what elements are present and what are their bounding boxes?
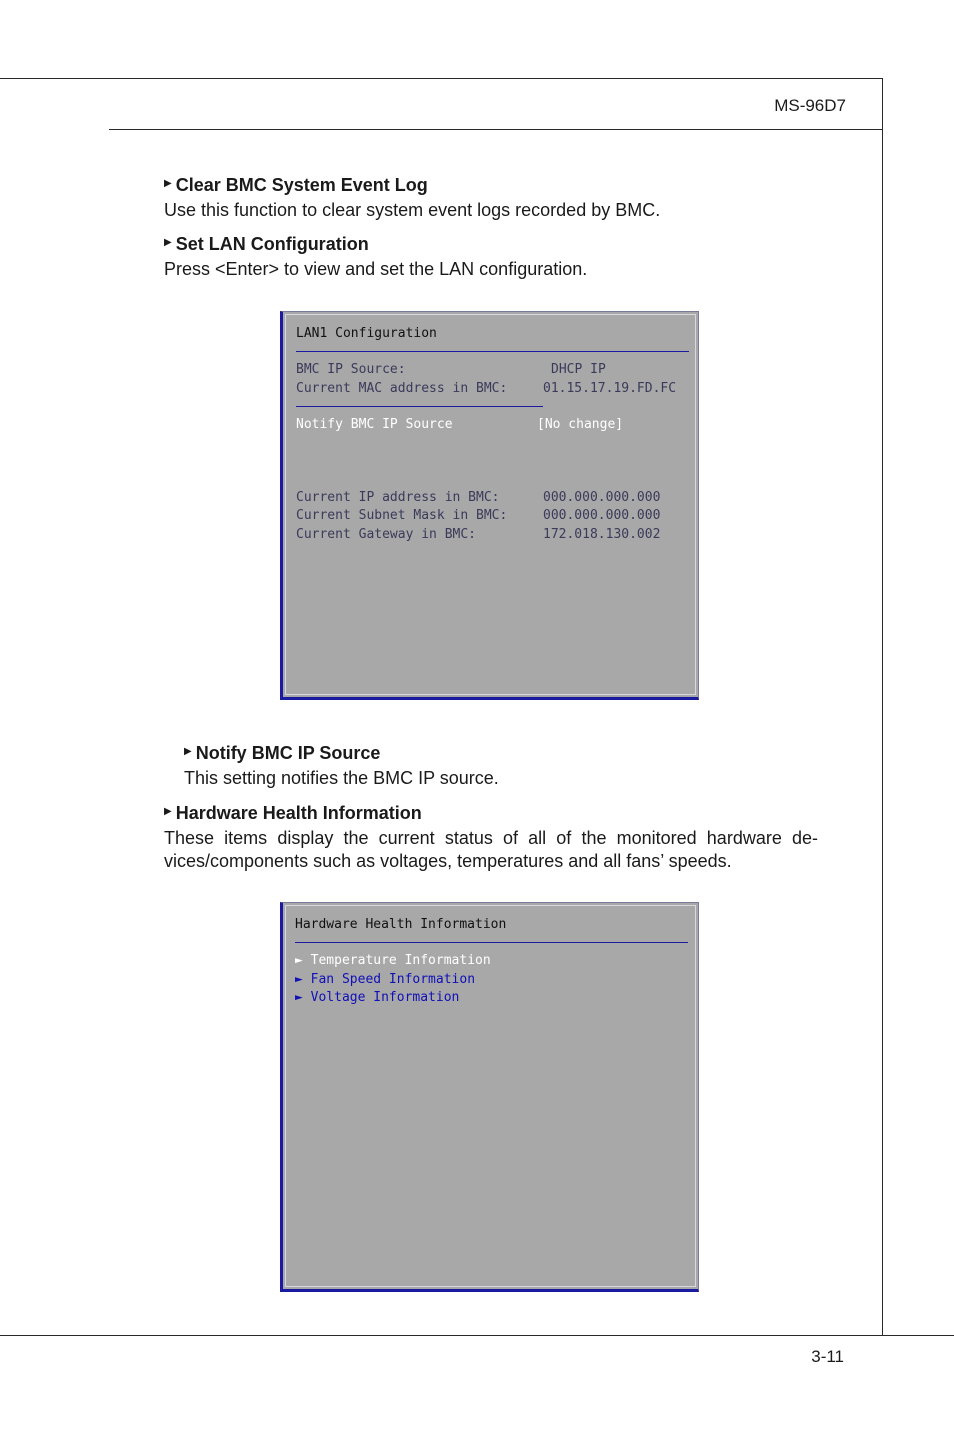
page-number: 3-11	[811, 1347, 844, 1366]
title-separator	[296, 351, 689, 352]
section-hardware-health	[164, 802, 818, 873]
notify-bmc-ip-source-value[interactable]: [No change]	[537, 417, 624, 432]
section-heading	[164, 174, 818, 196]
footer-rule	[0, 1335, 954, 1336]
section-text: Press <Enter> to view and set the LAN configuration.	[164, 259, 588, 279]
section-heading	[184, 742, 818, 764]
section-heading	[164, 233, 818, 255]
menu-item-label: Temperature Information	[310, 953, 491, 968]
model-number: MS-96D7	[774, 96, 846, 115]
section-text: This setting notifies the BMC IP source.	[184, 768, 499, 788]
mac-address-label: Current MAC address in BMC:	[296, 381, 508, 396]
screen-title: LAN1 Configuration	[296, 326, 437, 341]
menu-item-fan-speed[interactable]	[295, 972, 475, 988]
menu-arrow-icon: ►	[295, 990, 311, 1005]
bullet-triangle-icon: ▶	[184, 746, 192, 757]
bullet-triangle-icon: ▶	[164, 178, 172, 189]
section-heading	[164, 802, 818, 824]
gateway-label: Current Gateway in BMC:	[296, 527, 477, 542]
ip-address-label: Current IP address in BMC:	[296, 490, 500, 505]
right-frame-rule	[882, 78, 883, 1336]
bmc-ip-source-value: DHCP IP	[551, 362, 606, 377]
section-clear-bmc-log	[164, 174, 818, 222]
section-title: Notify BMC IP Source	[195, 743, 381, 763]
hardware-health-screen	[280, 902, 699, 1292]
bmc-ip-source-label: BMC IP Source:	[296, 362, 406, 377]
notify-bmc-ip-source-label[interactable]: Notify BMC IP Source	[296, 417, 453, 432]
mac-address-value: 01.15.17.19.FD.FC	[543, 381, 677, 396]
section-title: Set LAN Configuration	[175, 234, 369, 254]
subnet-mask-value: 000.000.000.000	[543, 508, 661, 523]
menu-item-voltage[interactable]	[295, 990, 459, 1006]
bullet-triangle-icon: ▶	[164, 237, 172, 248]
section-text: These items display the current status of all of the monitored hardware de-vices/components such as voltages, temperatures and all fans’ speeds.	[164, 828, 818, 871]
section-title: Clear BMC System Event Log	[175, 175, 428, 195]
lan-config-screen	[280, 311, 699, 700]
info-separator	[296, 406, 543, 407]
menu-item-label: Voltage Information	[310, 990, 460, 1005]
title-separator	[295, 942, 688, 943]
menu-item-label: Fan Speed Information	[310, 972, 476, 987]
menu-arrow-icon: ►	[295, 953, 311, 968]
menu-item-temperature[interactable]	[295, 953, 491, 969]
header-rule	[109, 129, 883, 130]
menu-arrow-icon: ►	[295, 972, 311, 987]
section-text: Use this function to clear system event logs recorded by BMC.	[164, 200, 661, 220]
top-frame-rule	[0, 78, 883, 79]
screen-title: Hardware Health Information	[295, 917, 507, 932]
bullet-triangle-icon: ▶	[164, 806, 172, 817]
section-notify-bmc-ip	[184, 742, 818, 790]
ip-address-value: 000.000.000.000	[543, 490, 661, 505]
gateway-value: 172.018.130.002	[543, 527, 661, 542]
section-title: Hardware Health Information	[175, 803, 422, 823]
section-set-lan-config	[164, 233, 818, 281]
subnet-mask-label: Current Subnet Mask in BMC:	[296, 508, 508, 523]
